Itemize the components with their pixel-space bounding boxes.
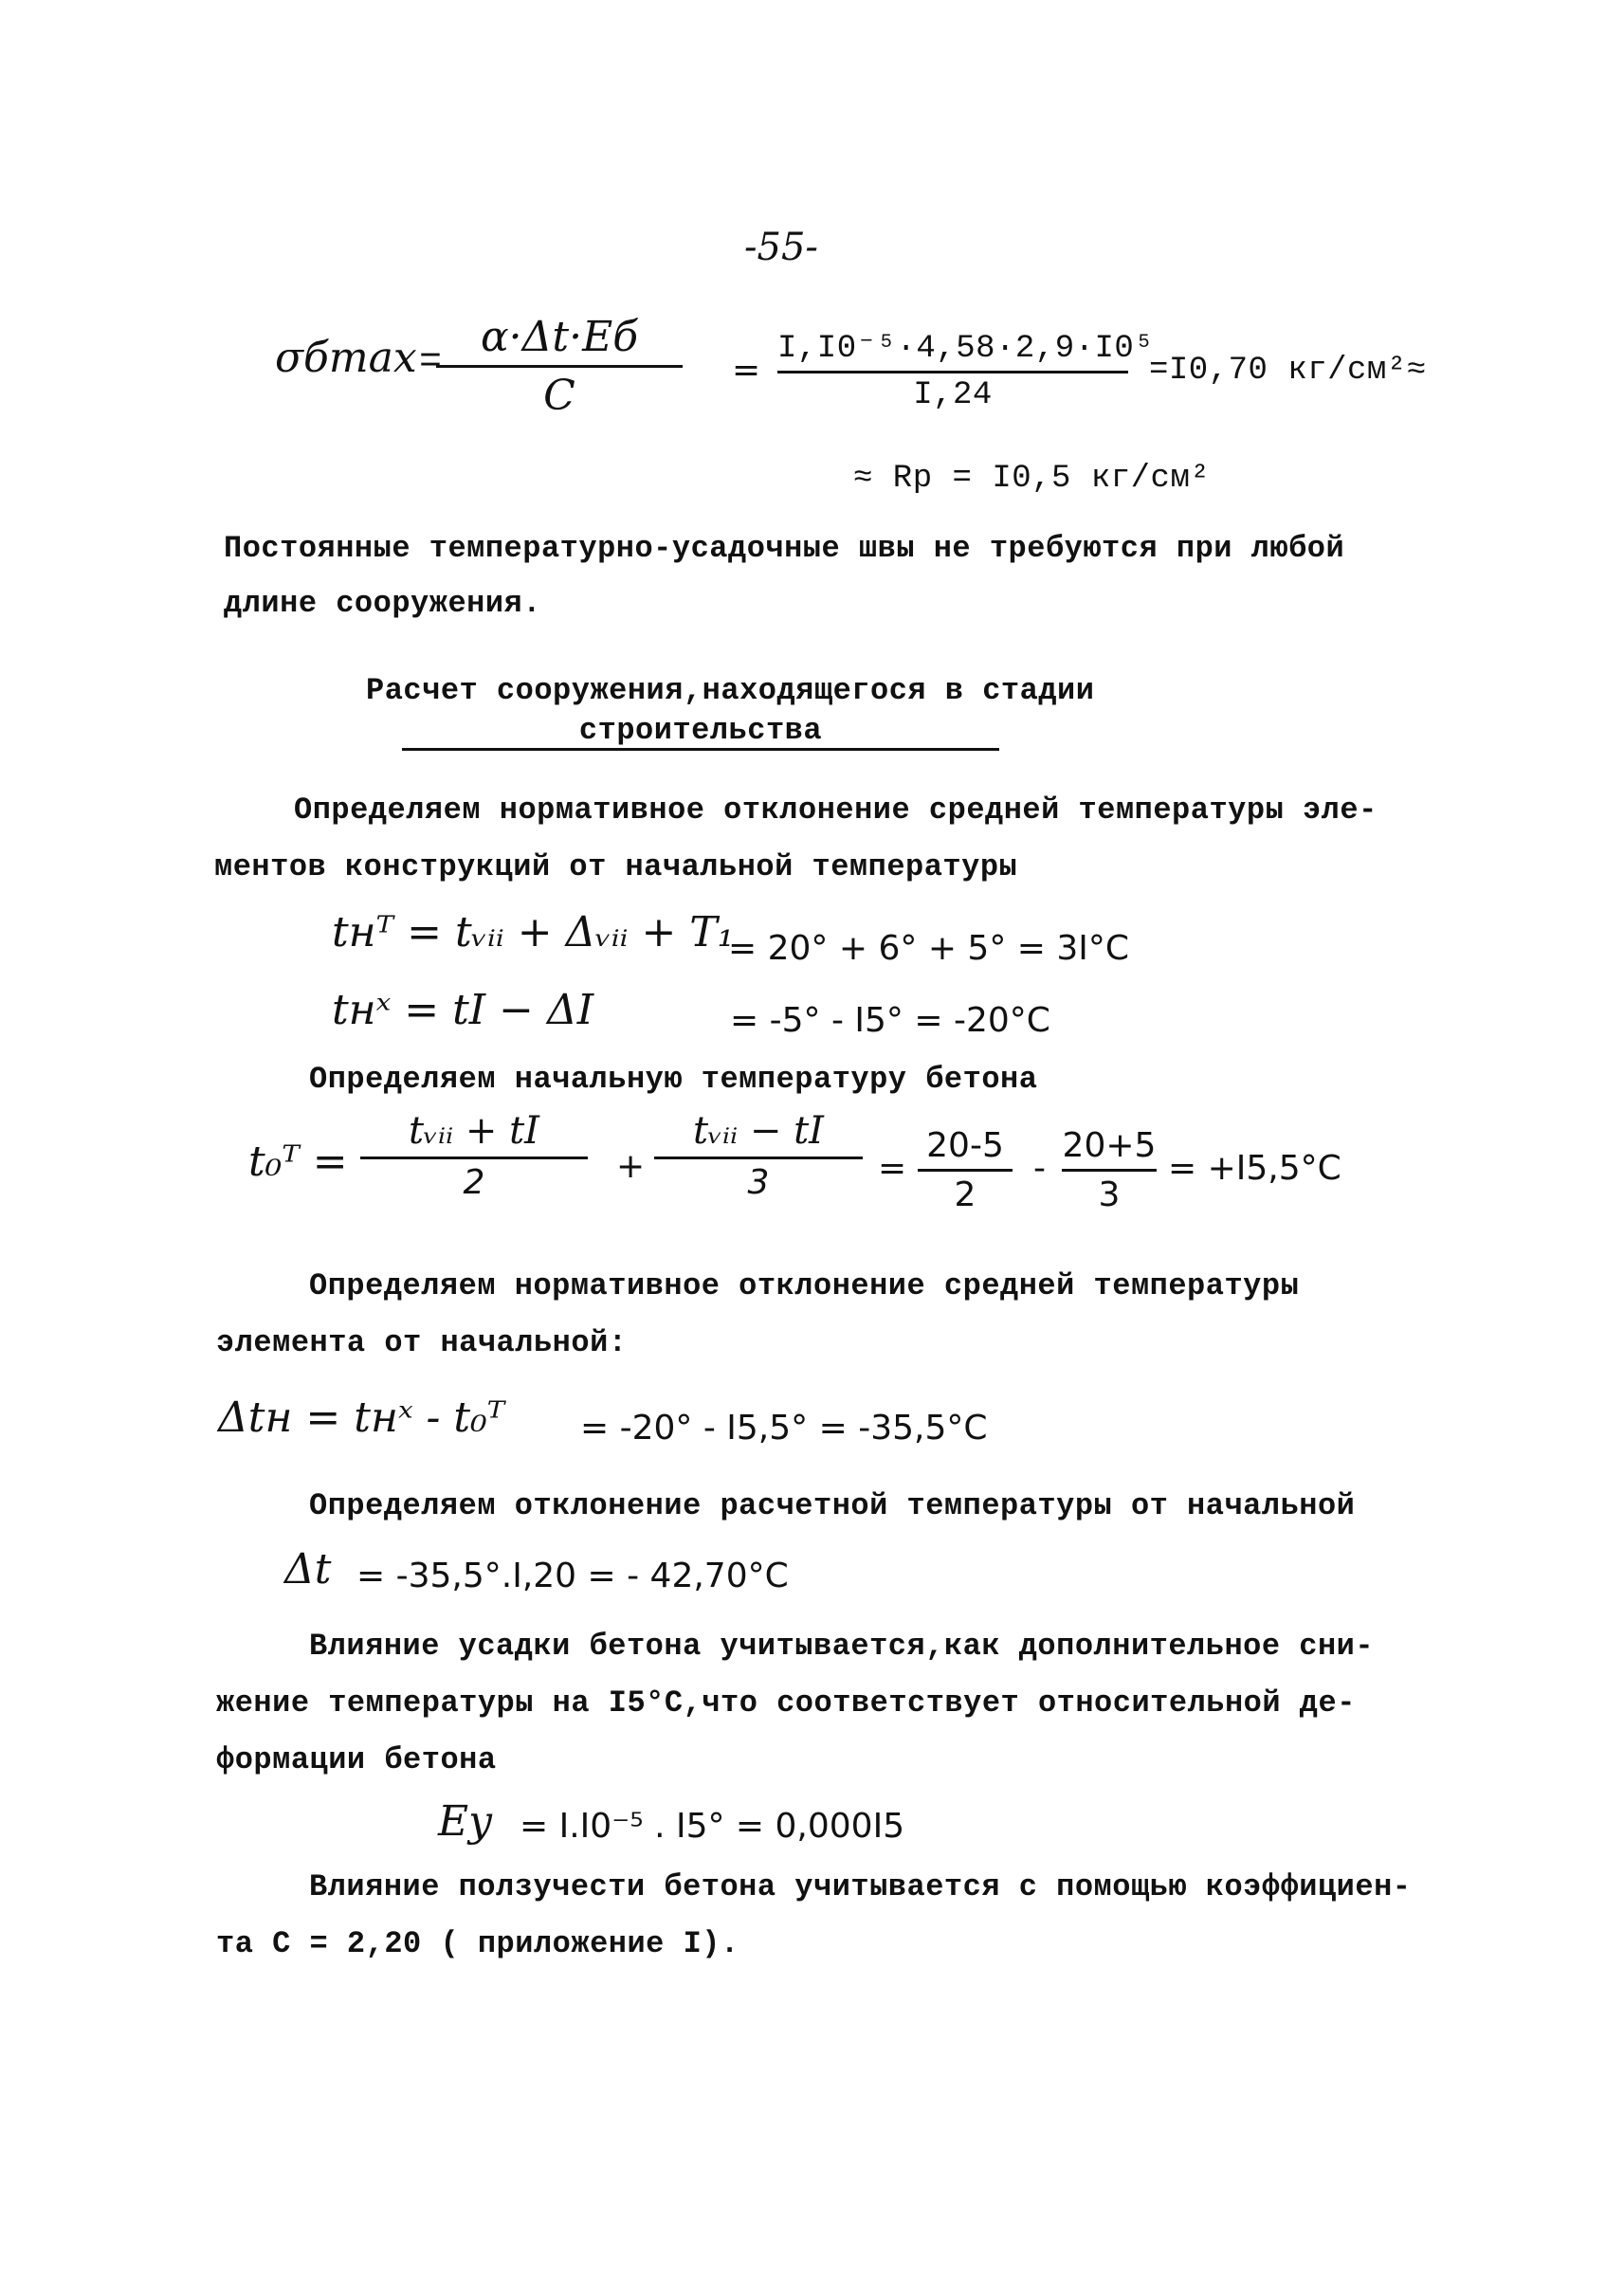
eq4-fraction-4: [1062, 1126, 1157, 1214]
para4-line1: Определяем нормативное отклонение средней температуры: [309, 1268, 1300, 1303]
eq4-f1-bar: [360, 1157, 588, 1159]
eq4-lhs: t₀ᵀ =: [248, 1138, 348, 1186]
eq4-fraction-2: [654, 1109, 863, 1202]
eq2-rhs: = 20° + 6° + 5° = 3I°C: [728, 929, 1130, 968]
para2-line2: ментов конструкций от начальной температуры: [214, 849, 1018, 884]
eq1-bar: [777, 371, 1128, 373]
eq1-equals: =: [419, 341, 443, 384]
para7-line2: та C = 2,20 ( приложение I).: [216, 1926, 739, 1961]
eq1-lhs: σбmax: [275, 334, 417, 382]
para2-line1: Определяем нормативное отклонение средней температуры эле-: [294, 792, 1378, 828]
eq1-result: =I0,70 кг/см²≈: [1149, 353, 1427, 389]
eq4-f1-num: tᵥᵢᵢ + tI: [409, 1109, 539, 1153]
eq3-lhs: tнˣ = tI − ΔI: [332, 986, 594, 1034]
para1-line2: длине сооружения.: [224, 586, 541, 621]
para7-line1: Влияние ползучести бетона учитывается с помощью коэффициен-: [309, 1869, 1412, 1904]
eq4-result: = +I5,5°C: [1168, 1149, 1341, 1188]
para1-line1: Постоянные температурно-усадочные швы не требуются при любой: [224, 531, 1345, 566]
eq4-f2-num: tᵥᵢᵢ − tI: [693, 1109, 824, 1153]
eq4-f2-den: 3: [747, 1163, 770, 1202]
section-heading-line1: Расчет сооружения,находящегося в стадии: [366, 673, 1095, 708]
eq5-lhs: Δtн = tнˣ - t₀ᵀ: [218, 1393, 505, 1442]
eq4-plus: +: [616, 1147, 646, 1186]
eq1-num: I,I0⁻⁵·4,58·2,9·I0⁵: [777, 331, 1155, 367]
eq1-equals-2: =: [732, 351, 761, 390]
eq4-f4-num: 20+5: [1062, 1126, 1157, 1165]
eq3-rhs: = -5° - I5° = -20°C: [730, 1001, 1050, 1040]
para5: Определяем отклонение расчетной температуры от начальной: [309, 1488, 1356, 1523]
eq4-f3-num: 20-5: [926, 1126, 1004, 1165]
eq4-minus: -: [1033, 1149, 1046, 1188]
eq1-formula-den: C: [543, 372, 575, 420]
eq1-formula-bar: [436, 365, 683, 368]
eq5-rhs: = -20° - I5,5° = -35,5°C: [580, 1409, 988, 1448]
section-heading-line2: строительства: [402, 713, 999, 751]
eq7-rhs: = I.I0⁻⁵ . I5° = 0,000I5: [520, 1807, 905, 1846]
eq4-f3-den: 2: [954, 1175, 976, 1214]
eq1-den: I,24: [913, 377, 993, 413]
eq4-fraction-3: [918, 1126, 1013, 1214]
eq2-lhs: tнᵀ = tᵥᵢᵢ + Δᵥᵢᵢ + T₁: [332, 908, 735, 956]
eq1-approx: ≈ Rр = I0,5 кг/см²: [853, 461, 1211, 497]
eq4-fraction-1: [360, 1109, 588, 1202]
para3: Определяем начальную температуру бетона: [309, 1062, 1038, 1097]
para6-line1: Влияние усадки бетона учитывается,как дополнительное сни-: [309, 1629, 1375, 1664]
eq4-equals: =: [878, 1149, 907, 1188]
eq4-f3-bar: [918, 1169, 1013, 1172]
eq1-value-fraction: [777, 327, 1155, 413]
eq6-rhs: = -35,5°.I,20 = - 42,70°C: [356, 1557, 789, 1595]
eq4-f4-bar: [1062, 1169, 1157, 1172]
eq7-lhs: Eу: [438, 1797, 493, 1846]
para6-line3: формации бетона: [216, 1742, 497, 1777]
eq4-f1-den: 2: [463, 1163, 485, 1202]
page-number: -55-: [744, 226, 818, 269]
eq1-formula-fraction: [436, 313, 683, 420]
eq6-lhs: Δt: [284, 1545, 332, 1594]
para6-line2: жение температуры на I5°C,что соответствует относительной де-: [216, 1685, 1356, 1721]
eq4-f2-bar: [654, 1157, 863, 1159]
para4-line2: элемента от начальной:: [216, 1325, 628, 1360]
eq1-formula-num: α·Δt·Eб: [480, 313, 639, 361]
eq4-f4-den: 3: [1098, 1175, 1121, 1214]
